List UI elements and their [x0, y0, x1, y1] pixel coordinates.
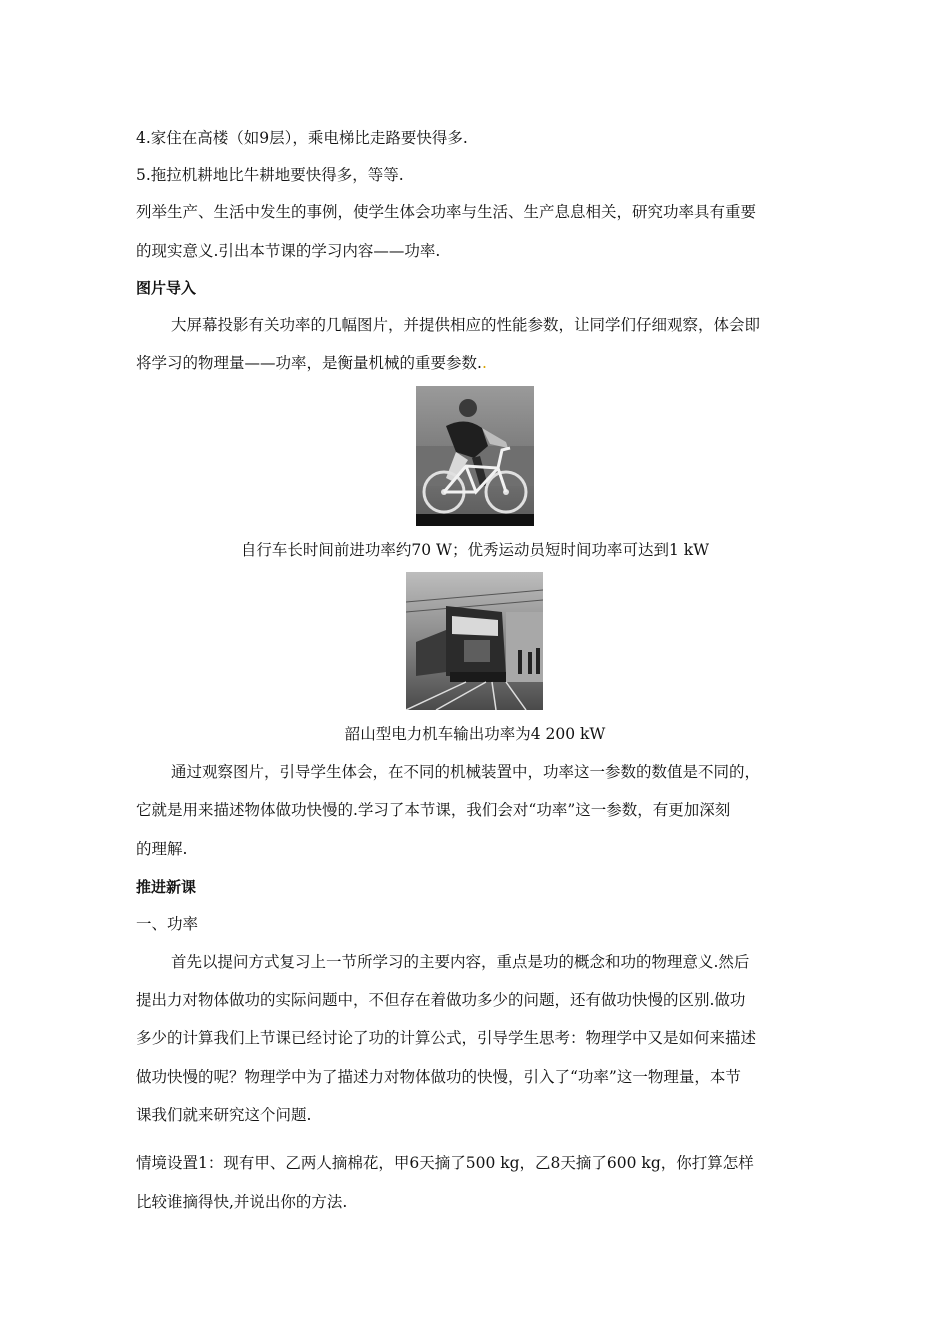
paragraph-review-5: 课我们就来研究这个问题. — [136, 1106, 312, 1124]
locomotive-photo — [406, 572, 543, 710]
paragraph-examples-1: 列举生产、生活中发生的事例，使学生体会功率与生活、生产息息相关，研究功率具有重要 — [136, 203, 757, 221]
paragraph-review-4: 做功快慢的呢？物理学中为了描述力对物体做功的快慢，引入了“功率”这一物理量，本节 — [136, 1068, 741, 1086]
paragraph-projection-2 — [136, 352, 487, 374]
paragraph-examples-2: 的现实意义.引出本节课的学习内容——功率. — [136, 242, 441, 260]
paragraph-observation-3: 的理解. — [136, 840, 188, 858]
paragraph-review-2: 提出力对物体做功的实际问题中，不但存在着做功多少的问题，还有做功快慢的区别.做功 — [136, 991, 746, 1009]
paragraph-projection-1: 大屏幕投影有关功率的几幅图片，并提供相应的性能参数，让同学们仔细观察，体会即 — [171, 316, 761, 334]
paragraph-scenario-1: 情境设置1：现有甲、乙两人摘棉花，甲6天摘了500 kg，乙8天摘了600 kg，你打算怎样 — [136, 1154, 754, 1172]
paragraph-projection-2-text: 将学习的物理量——功率，是衡量机械的重要参数. — [136, 354, 482, 372]
heading-new-lesson: 推进新课 — [136, 878, 197, 896]
heading-picture-intro: 图片导入 — [136, 279, 197, 297]
section-power: 一、功率 — [136, 915, 199, 933]
caption-bicycle: 自行车长时间前进功率约70 W；优秀运动员短时间功率可达到1 kW — [240, 541, 710, 559]
paragraph-observation-1: 通过观察图片，引导学生体会，在不同的机械装置中，功率这一参数的数值是不同的， — [171, 763, 761, 781]
locomotive-illustration — [406, 572, 543, 710]
cyclist-photo — [416, 386, 534, 526]
caption-locomotive: 韶山型电力机车输出功率为4 200 kW — [344, 725, 606, 743]
cyclist-illustration — [416, 386, 534, 526]
decorative-dot: . — [481, 354, 487, 372]
paragraph-review-1: 首先以提问方式复习上一节所学习的主要内容，重点是功的概念和功的物理意义.然后 — [171, 953, 750, 971]
paragraph-observation-2: 它就是用来描述物体做功快慢的.学习了本节课，我们会对“功率”这一参数，有更加深刻 — [136, 801, 731, 819]
list-item-5: 5.拖拉机耕地比牛耕地要快得多，等等. — [136, 166, 404, 184]
paragraph-scenario-2: 比较谁摘得快,并说出你的方法. — [136, 1193, 348, 1211]
paragraph-review-3: 多少的计算我们上节课已经讨论了功的计算公式，引导学生思考：物理学中又是如何来描述 — [136, 1029, 757, 1047]
list-item-4: 4.家住在高楼（如9层），乘电梯比走路要快得多. — [136, 129, 468, 147]
